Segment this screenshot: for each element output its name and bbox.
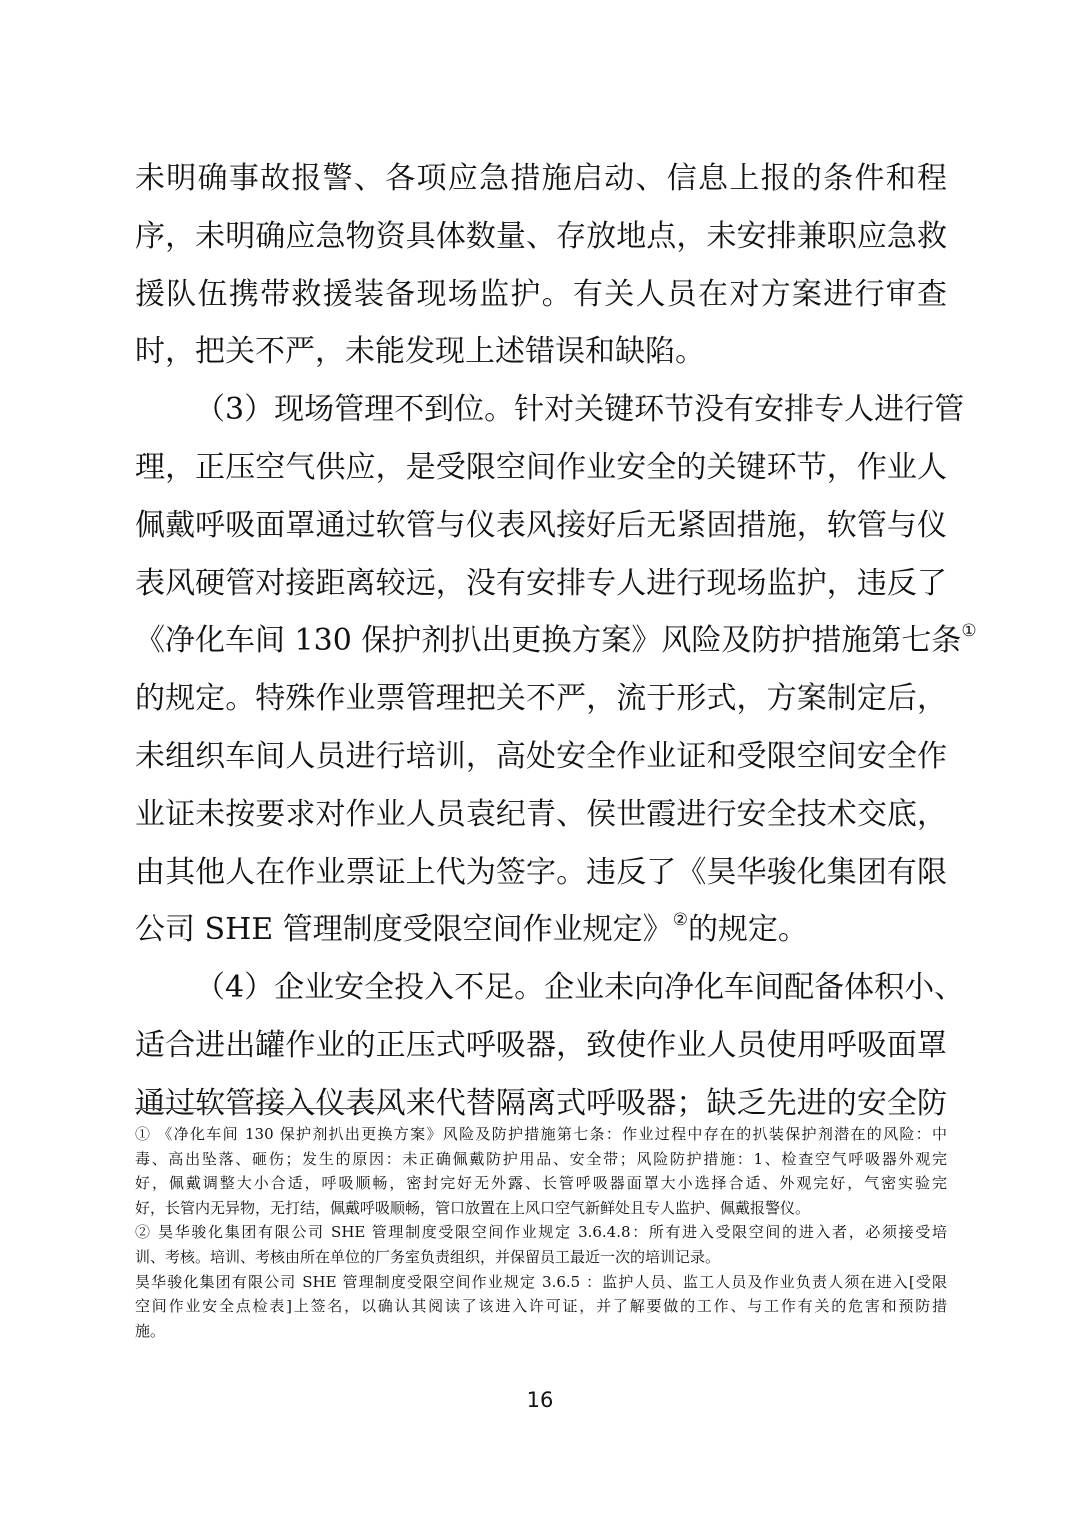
body-line: （4）企业安全投入不足。企业未向净化车间配备体积小、 (195, 970, 965, 1006)
body-line-text: 《净化车间 130 保护剂扒出更换方案》风险及防护措施第七条 (135, 623, 962, 659)
body-line: 未明确事故报警、各项应急措施启动、信息上报的条件和程 (135, 161, 947, 196)
footnote-line: 空间作业安全点检表]上签名，以确认其阅读了该进入许可证，并了解要做的工作、与工作有关的危害和预防措 (135, 1297, 947, 1316)
body-line: 序，未明确应急物资具体数量、存放地点，未安排兼职应急救 (135, 218, 947, 254)
body-line: 表风硬管对接距离较远，没有安排专人进行现场监护，违反了 (135, 565, 947, 601)
footnote-divider (135, 1108, 397, 1109)
body-line-with-footnote (135, 612, 977, 670)
footnote-line: 昊华骏化集团有限公司 SHE 管理制度受限空间作业规定 3.6.5 ：监护人员、监工人员及作业负责人须在进入[受限 (135, 1272, 947, 1291)
footnote-line: ① 《净化车间 130 保护剂扒出更换方案》风险及防护措施第七条：作业过程中存在的扒装保护剂潜在的风险：中 (135, 1125, 947, 1143)
body-line: 通过软管接入仪表风来代替隔离式呼吸器；缺乏先进的安全防 (135, 1085, 947, 1121)
footnote-mark-1: ① (961, 621, 977, 642)
body-line: （3）现场管理不到位。针对关键环节没有安排专人进行管 (195, 392, 965, 428)
body-line-text: 的规定。 (687, 912, 808, 948)
body-line: 业证未按要求对作业人员袁纪青、侯世霞进行安全技术交底， (135, 796, 947, 832)
footnote-line: 好，长管内无异物，无打结，佩戴呼吸顺畅，管口放置在上风口空气新鲜处且专人监护、佩戴报警仪。 (135, 1198, 811, 1217)
footnote-line: 毒、高出坠落、砸伤；发生的原因：未正确佩戴防护用品、安全带；风险防护措施：1、检查空气呼吸器外观完 (135, 1149, 947, 1168)
footnote-mark-2: ② (672, 910, 688, 931)
body-line: 未组织车间人员进行培训，高处安全作业证和受限空间安全作 (135, 738, 947, 774)
body-line-text: 公司 SHE 管理制度受限空间作业规定》 (135, 912, 673, 948)
footnote-line: 施。 (135, 1321, 166, 1340)
body-line-with-footnote (135, 901, 947, 959)
body-text (135, 150, 977, 1133)
body-line: 的规定。特殊作业票管理把关不严，流于形式，方案制定后， (135, 681, 947, 717)
body-line: 理，正压空气供应，是受限空间作业安全的关键环节，作业人 (135, 449, 947, 485)
body-line: 适合进出罐作业的正压式呼吸器，致使作业人员使用呼吸面罩 (135, 1027, 947, 1063)
footnote-line: 好，佩戴调整大小合适，呼吸顺畅，密封完好无外露、长管呼吸器面罩大小选择合适、外观完好，气密实验完 (135, 1174, 947, 1193)
page-number: 16 (526, 1388, 554, 1412)
body-line: 援队伍携带救援装备现场监护。有关人员在对方案进行审查 (135, 276, 947, 312)
body-line: 由其他人在作业票证上代为签字。违反了《昊华骏化集团有限 (135, 854, 947, 890)
footnotes (135, 1122, 947, 1343)
footnote-line: 训、考核。培训、考核由所在单位的厂务室负责组织，并保留员工最近一次的培训记录。 (135, 1247, 721, 1266)
body-line: 时，把关不严，未能发现上述错误和缺陷。 (135, 334, 705, 370)
footnote-line: ② 昊华骏化集团有限公司 SHE 管理制度受限空间作业规定 3.6.4.8：所有进入受限空间的进入者，必须接受培 (135, 1223, 947, 1242)
body-line: 佩戴呼吸面罩通过软管与仪表风接好后无紧固措施，软管与仪 (135, 507, 947, 543)
